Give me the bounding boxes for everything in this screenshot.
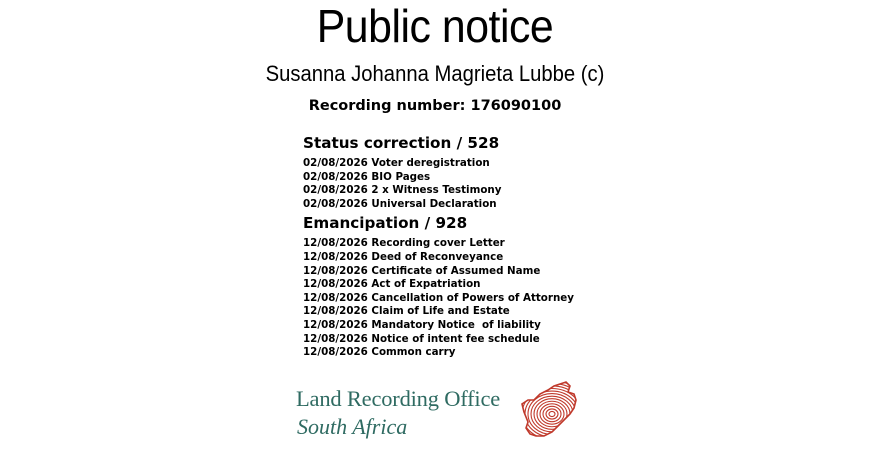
list-item: 12/08/2026 Act of Expatriation xyxy=(303,278,481,291)
logo-line-1: Land Recording Office xyxy=(296,386,501,411)
list-item: 02/08/2026 2 x Witness Testimony xyxy=(303,184,502,197)
logo-line-2: South Africa xyxy=(297,414,408,439)
map-ring xyxy=(549,411,555,416)
map-ring xyxy=(537,401,567,427)
list-item: 02/08/2026 BIO Pages xyxy=(303,170,431,183)
list-item: 12/08/2026 Notice of intent fee schedule xyxy=(303,332,540,345)
entry-list xyxy=(303,157,723,211)
list-item: 12/08/2026 Mandatory Notice of liability xyxy=(303,318,541,331)
south-africa-map-icon xyxy=(518,380,580,442)
section-status-correction xyxy=(303,133,723,211)
list-item: 12/08/2026 Common carry xyxy=(303,346,456,359)
list-item: 12/08/2026 Claim of Life and Estate xyxy=(303,305,510,318)
list-item: 02/08/2026 Universal Declaration xyxy=(303,197,497,210)
page-title: Public notice xyxy=(316,0,554,52)
section-heading: Emancipation / 928 xyxy=(303,214,468,233)
list-item: 12/08/2026 Certificate of Assumed Name xyxy=(303,264,541,277)
person-name: Susanna Johanna Magrieta Lubbe (c) xyxy=(265,61,605,86)
list-item: 12/08/2026 Recording cover Letter xyxy=(303,237,505,250)
notice-sections xyxy=(303,133,723,360)
land-recording-office-logo xyxy=(296,378,596,448)
list-item: 12/08/2026 Deed of Reconveyance xyxy=(303,250,504,263)
entry-list xyxy=(303,237,723,359)
list-item: 02/08/2026 Voter deregistration xyxy=(303,157,490,169)
map-ring xyxy=(546,409,558,419)
list-item: 12/08/2026 Cancellation of Powers of Attorney xyxy=(303,291,574,304)
section-emancipation xyxy=(303,213,723,359)
section-heading: Status correction / 528 xyxy=(303,134,500,152)
recording-number: Recording number: 176090100 xyxy=(308,98,562,114)
